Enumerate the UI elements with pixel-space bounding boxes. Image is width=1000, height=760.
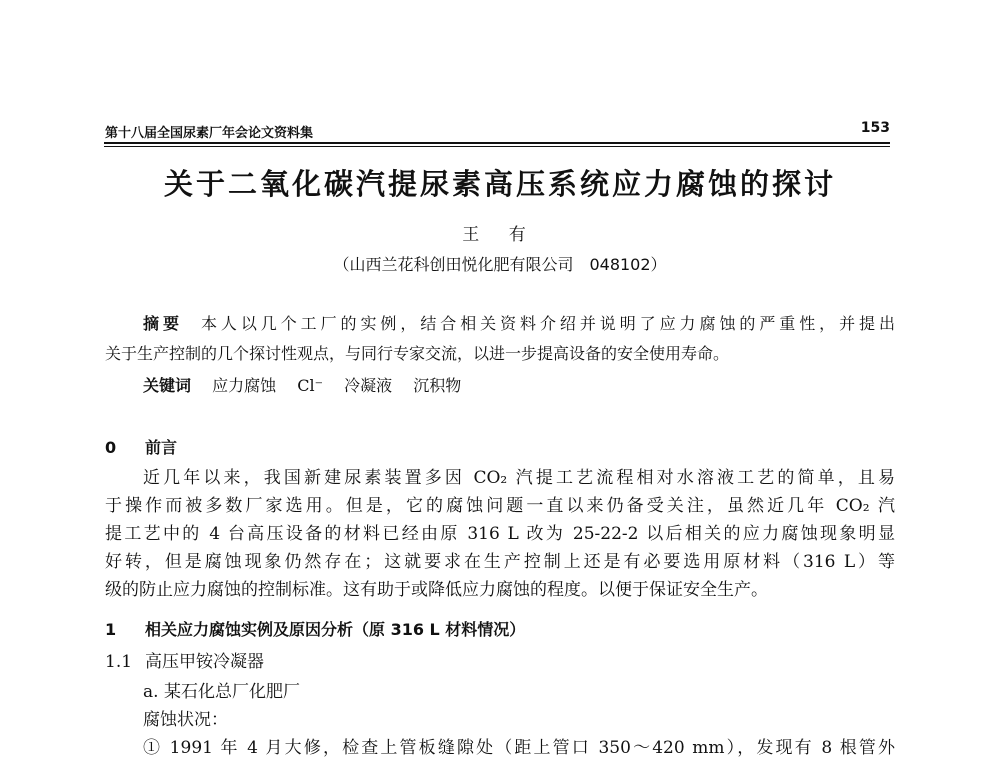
abstract-text-1: 本人以几个工厂的实例，结合相关资料介绍并说明了应力腐蚀的严重性，并提出 xyxy=(200,314,895,333)
item-1: ① 1991 年 4 月大修，检查上管板缝隙处（距上管口 350～420 mm），发现有 8 根管外 xyxy=(143,738,895,758)
paragraph-0-line-1: 近几年以来，我国新建尿素装置多因 CO₂ 汽提工艺流程相对水溶液工艺的简单，且易 xyxy=(143,468,895,488)
paragraph-0-line-5: 级的防止应力腐蚀的控制标准。这有助于或降低应力腐蚀的程度。以便于保证安全生产。 xyxy=(105,580,768,600)
keyword-2: Cl⁻ xyxy=(297,376,324,395)
keyword-4: 沉积物 xyxy=(413,376,462,395)
abstract-label: 摘要 xyxy=(143,314,183,333)
section-1-1-title: 高压甲铵冷凝器 xyxy=(145,652,264,672)
abstract-line-1 xyxy=(105,312,895,336)
section-0-number: 0 xyxy=(105,438,117,457)
section-1-1-heading xyxy=(105,650,895,674)
section-0-title: 前言 xyxy=(145,438,178,457)
paragraph-0-line-3: 提工艺中的 4 台高压设备的材料已经由原 316 L 改为 25-22-2 以后相关的应力腐蚀现象明显 xyxy=(105,524,895,544)
section-1-1-number: 1.1 xyxy=(105,652,133,672)
page-number: 153 xyxy=(860,120,890,136)
header-rule-thin xyxy=(104,146,890,147)
section-0-heading xyxy=(105,436,895,460)
affiliation: （山西兰花科创田悦化肥有限公司 048102） xyxy=(333,255,667,274)
author: 王 有 xyxy=(462,225,538,245)
keyword-3: 冷凝液 xyxy=(344,376,393,395)
paragraph-0-line-2: 于操作而被多数厂家选用。但是，它的腐蚀问题一直以来仍备受关注，虽然近几年 CO₂ 汽 xyxy=(105,496,895,516)
header-rule xyxy=(104,142,890,144)
running-header xyxy=(105,118,890,142)
journal-name: 第十八届全国尿素厂年会论文资料集 xyxy=(105,126,314,141)
paper-title: 关于二氧化碳汽提尿素高压系统应力腐蚀的探讨 xyxy=(163,167,836,201)
keywords-label: 关键词 xyxy=(143,376,192,395)
corrosion-status-label: 腐蚀状况： xyxy=(143,710,228,730)
section-1-title: 相关应力腐蚀实例及原因分析（原 316 L 材料情况） xyxy=(145,620,526,639)
keyword-1: 应力腐蚀 xyxy=(212,376,277,395)
paragraph-0-line-4: 好转，但是腐蚀现象仍然存在；这就要求在生产控制上还是有必要选用原材料（316 L）等 xyxy=(105,552,895,572)
section-1-number: 1 xyxy=(105,620,117,639)
section-1-heading xyxy=(105,618,895,642)
keywords xyxy=(105,374,895,398)
case-a: a. 某石化总厂化肥厂 xyxy=(143,682,300,702)
abstract-line-2: 关于生产控制的几个探讨性观点，与同行专家交流，以进一步提高设备的安全使用寿命。 xyxy=(105,344,730,363)
